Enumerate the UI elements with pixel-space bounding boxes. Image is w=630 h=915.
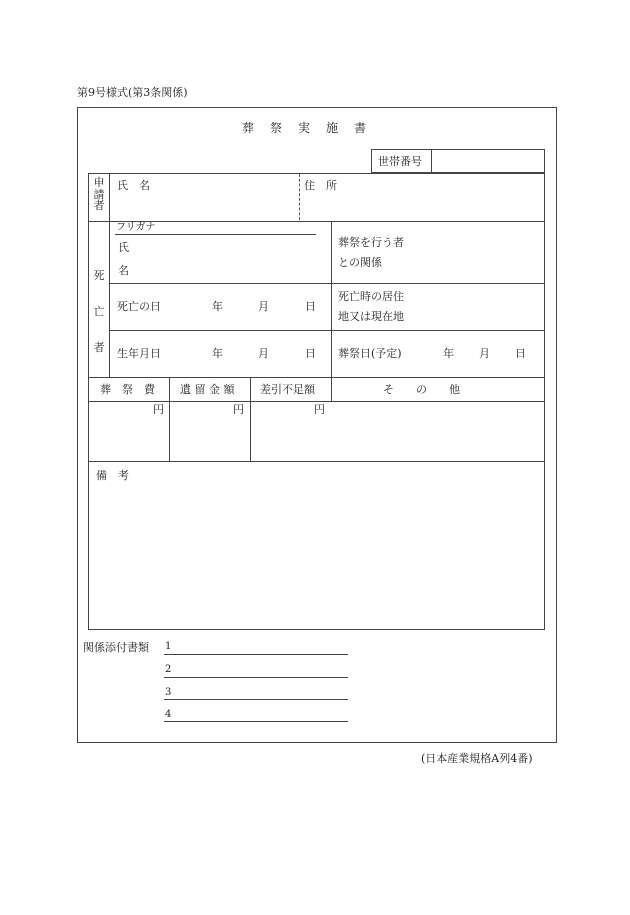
- form-number: 第9号様式(第3条関係): [77, 86, 188, 99]
- form-title: 葬 祭 実 施 書: [242, 121, 369, 135]
- deceased-name-char1: 氏: [118, 241, 129, 254]
- remarks-label: 備 考: [96, 469, 129, 482]
- birth-date-day: 日: [305, 347, 316, 360]
- cost-unit-remaining: 円: [233, 403, 244, 416]
- deceased-label-divider: [109, 221, 110, 377]
- applicant-name-label: 氏 名: [117, 179, 150, 192]
- funeral-date-month: 月: [479, 347, 490, 360]
- cost-header-shortfall: 差引不足額: [260, 383, 315, 396]
- attachment-item-3: 3: [165, 687, 172, 698]
- row-divider-2: [109, 283, 545, 284]
- row-divider-4: [88, 377, 545, 378]
- birth-date-year: 年: [212, 347, 223, 360]
- applicant-dashed-divider: [299, 174, 300, 220]
- relation-label-line1: 葬祭を行う者: [338, 236, 404, 249]
- furigana-underline: [115, 234, 316, 235]
- death-date-year: 年: [212, 300, 223, 313]
- funeral-date-year: 年: [443, 347, 454, 360]
- applicant-label-divider: [109, 173, 110, 221]
- applicant-address-label: 住 所: [304, 179, 337, 192]
- cost-col-divider-1: [169, 377, 170, 461]
- attachment-item-1: 1: [165, 641, 172, 652]
- death-date-label: 死亡の日: [117, 300, 161, 313]
- household-number-label: 世帯番号: [378, 155, 422, 168]
- attachment-item-4: 4: [165, 709, 172, 720]
- relation-label-line2: との関係: [338, 256, 382, 269]
- birth-date-label: 生年月日: [117, 347, 161, 360]
- attachment-line-2[interactable]: [164, 677, 348, 678]
- footer-note: (日本産業規格A列4番): [421, 752, 533, 765]
- cost-header-funeral: 葬 祭 費: [100, 383, 155, 396]
- death-date-day: 日: [305, 300, 316, 313]
- funeral-date-day: 日: [515, 347, 526, 360]
- cost-unit-funeral: 円: [153, 403, 164, 416]
- deceased-mid-divider: [331, 221, 332, 401]
- residence-label-line2: 地又は現在地: [338, 310, 404, 323]
- household-number-divider: [431, 149, 432, 173]
- furigana-label: フリガナ: [116, 222, 156, 233]
- attachments-label: 関係添付書類: [83, 641, 149, 654]
- row-divider-3: [109, 330, 545, 331]
- cost-header-remaining: 遺 留 金 額: [180, 383, 235, 396]
- deceased-name-char2: 名: [118, 264, 129, 277]
- deceased-section-label: 死亡者: [93, 269, 105, 354]
- death-date-month: 月: [258, 300, 269, 313]
- row-divider-6: [88, 461, 545, 462]
- birth-date-month: 月: [258, 347, 269, 360]
- cost-unit-shortfall: 円: [314, 403, 325, 416]
- row-divider-5: [88, 401, 545, 402]
- residence-label-line1: 死亡時の居住: [338, 290, 404, 303]
- funeral-date-label: 葬祭日(予定): [338, 347, 402, 360]
- attachment-line-1[interactable]: [164, 654, 348, 655]
- applicant-section-label: 申請者: [93, 176, 105, 213]
- household-number-input[interactable]: [436, 156, 540, 168]
- row-divider-1: [88, 221, 545, 222]
- attachment-line-3[interactable]: [164, 699, 348, 700]
- cost-header-other: そ の 他: [383, 383, 460, 396]
- attachment-item-2: 2: [165, 664, 172, 675]
- attachment-line-4[interactable]: [164, 721, 348, 722]
- cost-col-divider-2: [250, 377, 251, 461]
